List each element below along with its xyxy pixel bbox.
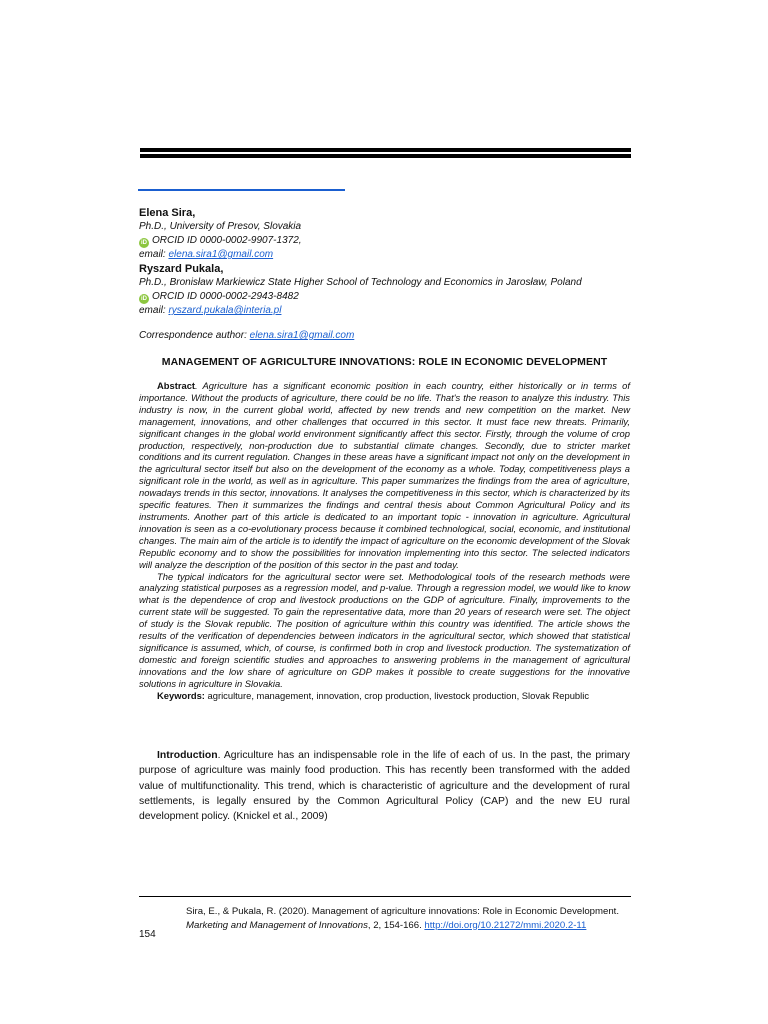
- author-email-line: [139, 248, 639, 262]
- introduction-label: Introduction: [157, 750, 218, 761]
- author-affiliation: Ph.D., Bronisław Markiewicz State Higher School of Technology and Economics in Jarosław, Poland: [139, 277, 582, 288]
- author-email-line: [139, 304, 639, 318]
- author-name: Ryszard Pukala,: [139, 263, 224, 275]
- citation-line-2: [186, 919, 631, 933]
- abstract-paragraph: The typical indicators for the agricultural sector were set. Methodological tools of the research methods were analyzing statistical purposes as a regression model, and p-value. Through a regression model, we would like to know what is the dependence of crop and livestock productions on the GDP of agriculture. Finally, improvements to the current state will be suggested. To gain the representative data, more than 20 years of research were set. The object of study is the Slovak republic. The position of agriculture within this country was identified. The article shows the results of the verification of dependencies between indicators in the agricultural sector, which showed that statistical significance is assumed, which, of course, is confirmed both in crop and livestock production. The systematization of domestic and foreign scientific studies and approaches to answering problems in the management of agricultural innovations and the low share of agriculture on GDP makes it possible to create suggestions for the innovative solutions in agriculture in Slovakia.: [139, 570, 630, 689]
- abstract: [139, 380, 630, 701]
- author-email-link[interactable]: elena.sira1@gmail.com: [168, 249, 274, 260]
- footer-rule: [139, 896, 631, 897]
- introduction-section: [139, 748, 630, 824]
- citation-line-1: Sira, E., & Pukala, R. (2020). Management of agriculture innovations: Role in Economic Development.: [186, 906, 620, 917]
- keywords-text: agriculture, management, innovation, crop production, livestock production, Slovak Republic: [204, 689, 590, 701]
- introduction-text: . Agriculture has an indispensable role in the life of each of us. In the past, the primary purpose of agriculture was mainly food production. This has recently been transformed with the added value of multifunctionality. This trend, which is characteristic of agriculture and the development of rural settlements, is legally ensured by the Common Agricultural Policy (CAP) and the new EU rural development policy. (Knickel et al., 2009): [139, 750, 630, 823]
- correspondence-line: [139, 330, 354, 341]
- orcid-id: ORCID ID 0000-0002-2943-8482: [152, 291, 299, 302]
- orcid-icon[interactable]: iD: [141, 240, 147, 246]
- abstract-text: . Agriculture has a significant economic position in each country, either historically or in terms of importance. Without the products of agriculture, there could be no life. That's the reason to analyze this industry. This industry is now, in the current global world, affected by new trends and new competition on the market. New management, innovations, and other challenges that occurred in this sector. It must face new threats. Primarily, significant changes in the global world environment significantly affect this sector. Firstly, through the volume of crop production, respectively, non-production due to substantial climate changes. Secondly, due to stricter market conditions and its current regulation. Changes in these areas have a significant impact not only on the development in the agricultural sector itself but also on the development of the economy as a whole. Today, competitiveness plays a significant role in the world, as well as in agriculture. This paper summarizes the findings from the area of agriculture, nowadays trends in this sector, innovations. It analyses the competitiveness in this sector, which is characterized by its specific features. Then it summarizes the findings and central thesis about Common Agricultural Policy and its instruments. Another part of this article is dedicated to an important topic - innovation in agriculture. Agricultural innovation is seen as a co-evolutionary process because it combined technological, social, economic, and institutional changes. The main aim of the article is to identify the impact of agriculture on the economic development of the Slovak Republic economy and to show the possibilities for innovation implementing into this sector. The selected indicators will analyze the description of the position of this sector in the past and today.: [139, 380, 630, 570]
- correspondence-label: Correspondence author:: [139, 330, 247, 341]
- paper-title: MANAGEMENT OF AGRICULTURE INNOVATIONS: ROLE IN ECONOMIC DEVELOPMENT: [161, 356, 608, 368]
- citation-footer: [186, 905, 631, 932]
- orcid-id: ORCID ID 0000-0002-9907-1372,: [152, 235, 302, 246]
- citation-journal: Marketing and Management of Innovations: [186, 919, 368, 931]
- author-orcid: [139, 290, 639, 304]
- abstract-paragraph: [139, 380, 630, 571]
- author-block: [139, 206, 639, 318]
- author-email-link[interactable]: ryszard.pukala@interia.pl: [168, 305, 282, 316]
- keywords-line: [139, 690, 630, 702]
- email-label: email:: [139, 249, 166, 260]
- header-rule-top: [140, 148, 631, 152]
- keywords-label: Keywords:: [157, 689, 205, 701]
- orcid-icon[interactable]: iD: [141, 296, 147, 302]
- introduction-paragraph: [139, 748, 630, 824]
- abstract-label: Abstract: [157, 380, 196, 391]
- author-name: Elena Sira,: [139, 207, 196, 219]
- page-number: 154: [139, 929, 156, 940]
- correspondence-email-link[interactable]: elena.sira1@gmail.com: [249, 330, 355, 341]
- author-orcid: [139, 234, 639, 248]
- citation-volume: , 2, 154-166.: [367, 919, 425, 931]
- header-rule-bottom: [140, 154, 631, 158]
- author-affiliation: Ph.D., University of Presov, Slovakia: [139, 221, 302, 232]
- email-label: email:: [139, 305, 166, 316]
- doi-link[interactable]: http://doi.org/10.21272/mmi.2020.2-11: [424, 919, 587, 931]
- author-separator-rule: [138, 189, 345, 191]
